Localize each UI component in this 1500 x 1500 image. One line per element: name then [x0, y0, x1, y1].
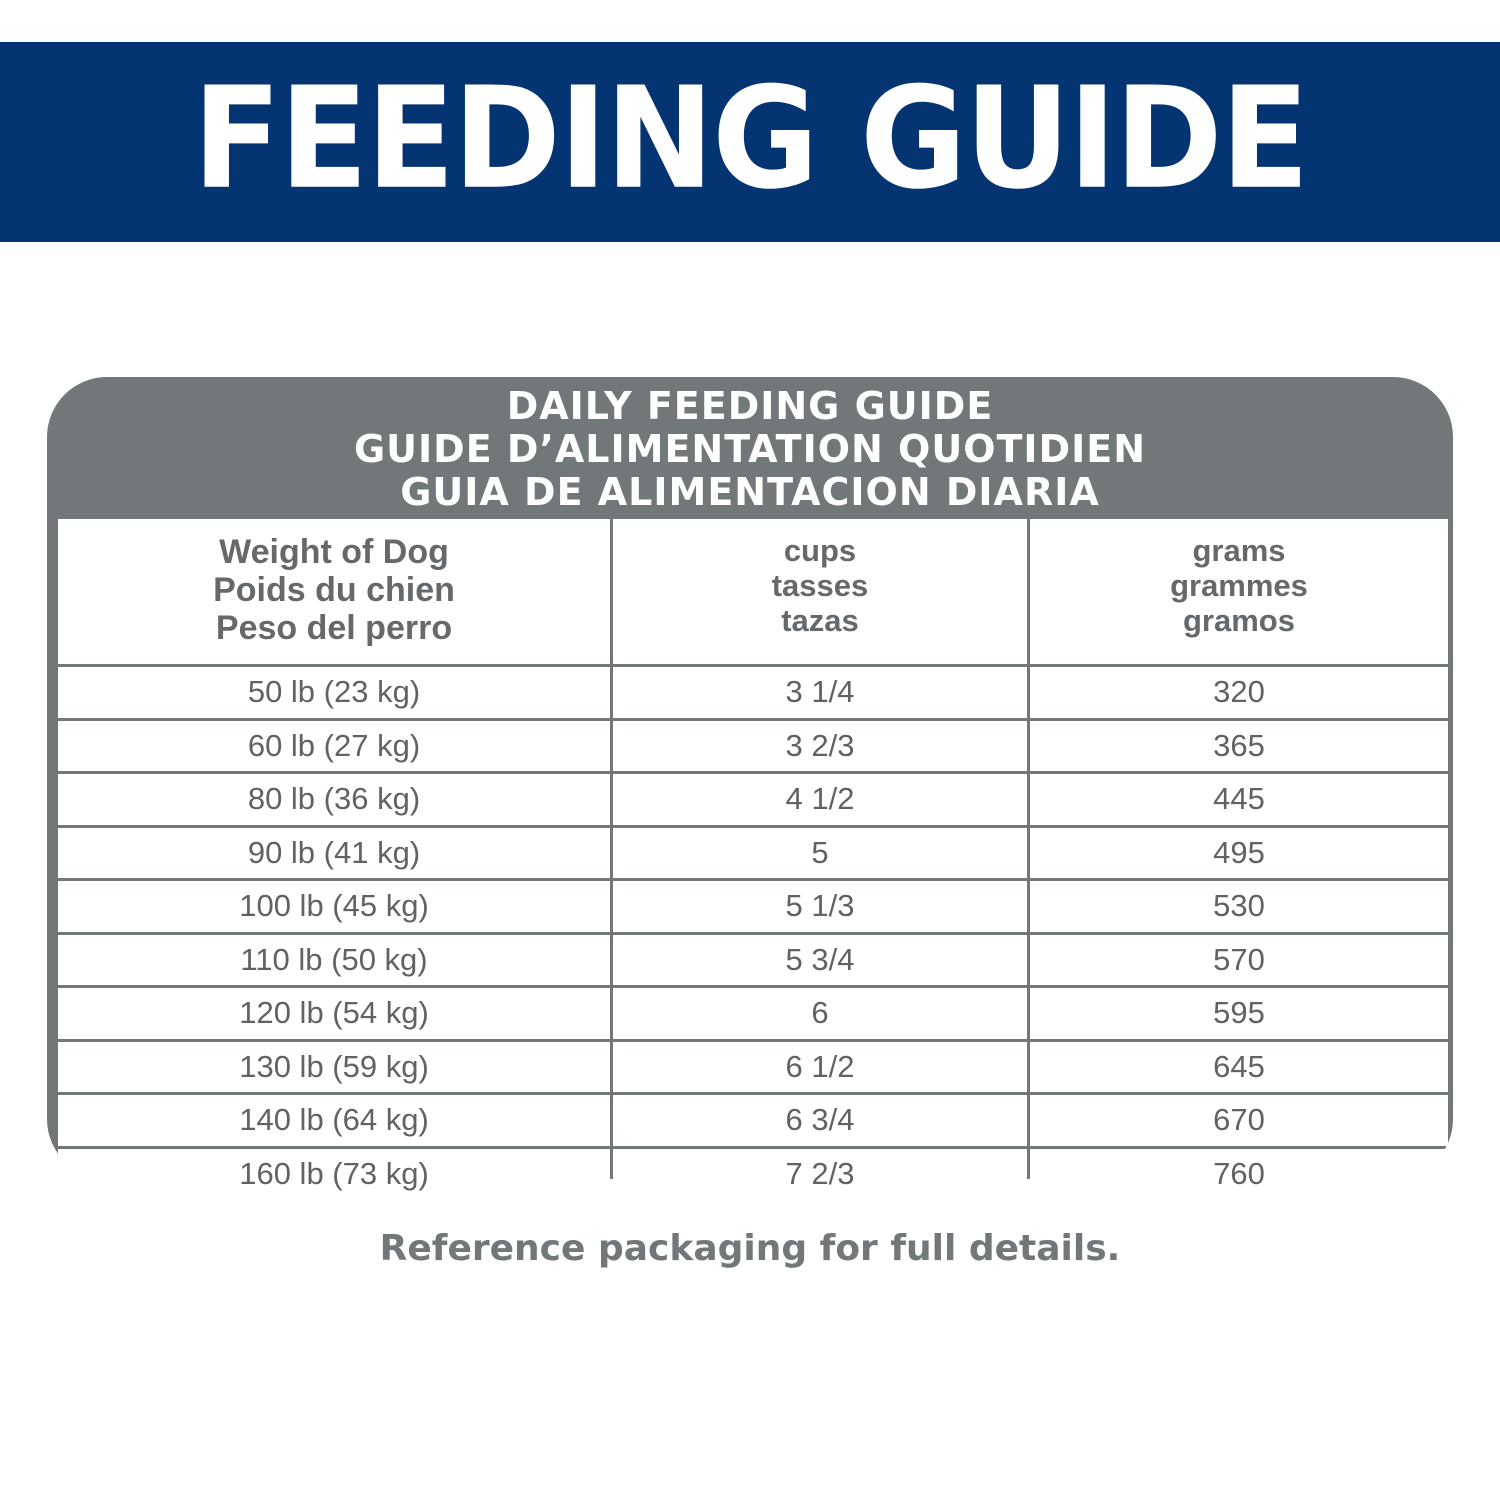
column-header-weight-spanish: Peso del perro	[215, 609, 453, 647]
feeding-guide-banner	[0, 42, 1500, 242]
table-cell-weight: 60 lb (27 kg)	[58, 721, 610, 772]
table-cell-cups: 6 1/2	[613, 1042, 1027, 1093]
column-header-weight-french: Poids du chien	[213, 571, 455, 609]
column-header-cups-english: cups	[783, 533, 857, 568]
table-cell-cups: 4 1/2	[613, 774, 1027, 825]
table-cell-grams: 670	[1030, 1095, 1448, 1146]
table-cell-weight: 130 lb (59 kg)	[58, 1042, 610, 1093]
column-header-grams	[1030, 519, 1448, 664]
daily-feeding-guide-panel	[47, 377, 1453, 1191]
table-cell-grams: 495	[1030, 828, 1448, 879]
table-cell-grams: 530	[1030, 881, 1448, 932]
column-header-grams-english: grams	[1192, 533, 1286, 568]
table-cell-grams: 445	[1030, 774, 1448, 825]
column-header-weight-english: Weight of Dog	[219, 533, 449, 571]
table-cell-weight: 90 lb (41 kg)	[58, 828, 610, 879]
table-cell-weight: 120 lb (54 kg)	[58, 988, 610, 1039]
column-header-cups	[613, 519, 1027, 664]
table-cell-cups: 5	[613, 828, 1027, 879]
guide-title-spanish: GUIA DE ALIMENTACION DIARIA	[400, 470, 1100, 514]
table-cell-cups: 3 1/4	[613, 667, 1027, 718]
table-cell-cups: 6	[613, 988, 1027, 1039]
column-header-weight	[58, 519, 610, 664]
table-cell-weight: 110 lb (50 kg)	[58, 935, 610, 986]
table-cell-weight: 80 lb (36 kg)	[58, 774, 610, 825]
reference-note: Reference packaging for full details.	[379, 1228, 1121, 1269]
column-header-cups-french: tasses	[771, 568, 869, 603]
feeding-table	[58, 519, 1442, 1191]
column-header-cups-spanish: tazas	[781, 603, 859, 638]
guide-header	[47, 385, 1453, 514]
table-cell-grams: 595	[1030, 988, 1448, 1039]
table-cell-cups: 5 1/3	[613, 881, 1027, 932]
table-cell-grams: 320	[1030, 667, 1448, 718]
table-cell-weight: 100 lb (45 kg)	[58, 881, 610, 932]
table-cell-grams: 760	[1030, 1149, 1448, 1200]
table-cell-grams: 365	[1030, 721, 1448, 772]
guide-title-french: GUIDE D’ALIMENTATION QUOTIDIEN	[353, 427, 1147, 471]
table-cell-cups: 3 2/3	[613, 721, 1027, 772]
table-cell-weight: 140 lb (64 kg)	[58, 1095, 610, 1146]
feeding-table-grid	[58, 519, 1442, 1191]
table-cell-cups: 7 2/3	[613, 1149, 1027, 1200]
column-header-grams-spanish: gramos	[1183, 603, 1295, 638]
table-cell-cups: 6 3/4	[613, 1095, 1027, 1146]
page-title: FEEDING GUIDE	[192, 56, 1308, 221]
table-cell-weight: 160 lb (73 kg)	[58, 1149, 610, 1200]
column-header-grams-french: grammes	[1170, 568, 1308, 603]
guide-title-english: DAILY FEEDING GUIDE	[506, 384, 994, 428]
table-cell-grams: 570	[1030, 935, 1448, 986]
table-cell-cups: 5 3/4	[613, 935, 1027, 986]
table-cell-grams: 645	[1030, 1042, 1448, 1093]
table-cell-weight: 50 lb (23 kg)	[58, 667, 610, 718]
